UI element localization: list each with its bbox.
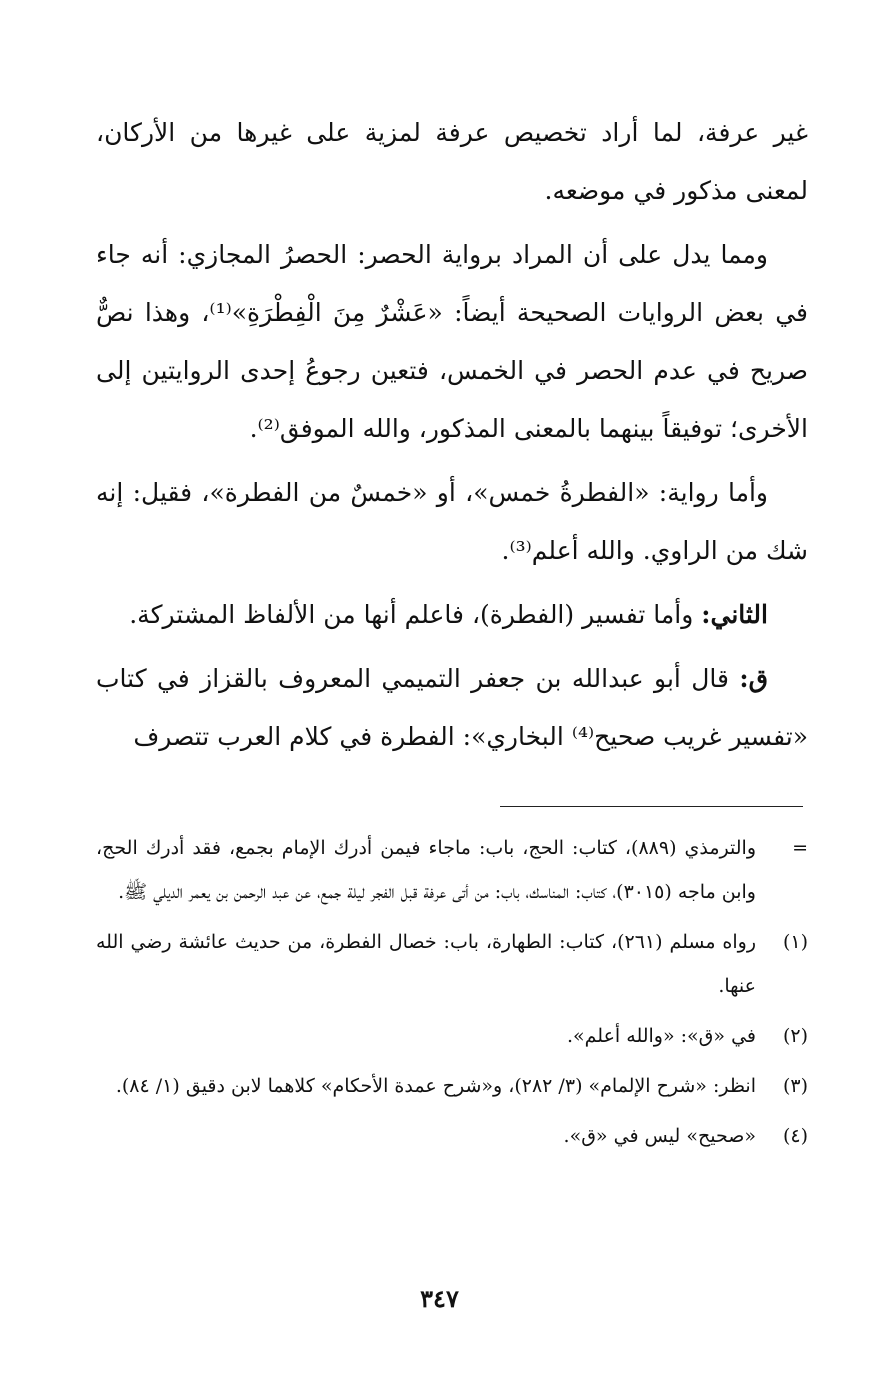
paragraph-1: غير عرفة، لما أراد تخصيص عرفة لمزية على غيرها من الأركان، لمعنى مذكور في موضعه. (96, 118, 808, 205)
section-qaf-paragraph (96, 650, 808, 766)
footnote-mark: (٢) (782, 1025, 808, 1047)
page-body (96, 104, 808, 772)
section-two-text: وأما تفسير (الفطرة)، فاعلم أنها من الألفاظ المشتركة. (129, 600, 694, 629)
paragraph-2: ومما يدل على أن المراد برواية الحصر: الحصرُ المجازي: أنه جاء في بعض الروايات الصحيحة أيضاً: «عَشْرٌ مِنَ الْفِطْرَةِ»⁽¹⁾، وهذا نصٌّ صريح في عدم الحصر في الخمس، فتعين رجوعُ إحدى الروايتين إلى الأخرى؛ توفيقاً بينهما بالمعنى المذكور، والله الموفق⁽²⁾. (96, 240, 808, 443)
footnotes (96, 826, 808, 1164)
section-qaf-label: ق: (739, 664, 768, 693)
footnote-divider (500, 806, 803, 807)
footnote-text: في «ق»: «والله أعلم». (567, 1025, 756, 1047)
page-number: ٣٤٧ (420, 1284, 459, 1313)
footnote-continued (96, 826, 808, 914)
footnote-text: انظر: «شرح الإلمام» (٣/ ٢٨٢)، و«شرح عمدة الأحكام» كلاهما لابن دقيق (١/ ٨٤). (115, 1075, 756, 1097)
footnote-mark: (٤) (782, 1125, 808, 1147)
main-text (96, 104, 808, 766)
footnote-text: رواه مسلم (٢٦١)، كتاب: الطهارة، باب: خصال الفطرة، من حديث عائشة رضي الله عنها. (96, 931, 756, 997)
section-two-label: الثاني: (701, 600, 768, 629)
footnote-1 (96, 920, 808, 1008)
footnote-mark: (٣) (782, 1075, 808, 1097)
footnote-3 (96, 1064, 808, 1108)
section-two-paragraph (96, 586, 808, 644)
footnote-mark: (١) (782, 931, 808, 953)
footnote-2 (96, 1014, 808, 1058)
footnote-text: «صحيح» ليس في «ق». (563, 1125, 756, 1147)
footnote-mark: = (792, 837, 808, 859)
footnote-text: والترمذي (٨٨٩)، كتاب: الحج، باب: ماجاء فيمن أدرك الإمام بجمع، فقد أدرك الحج، وابن ماجه (٣٠١٥)، كتاب: المناسك، باب: من أتى عرفة قبل الفجر ليلة جمع، عن عبد الرحمن بن يعمر الديلي ﷺ. (96, 837, 756, 903)
footnote-4 (96, 1114, 808, 1158)
paragraph-3: وأما رواية: «الفطرةُ خمس»، أو «خمسٌ من الفطرة»، فقيل: إنه شك من الراوي. والله أعلم⁽³⁾. (96, 478, 808, 565)
section-qaf-text: قال أبو عبدالله بن جعفر التميمي المعروف بالقزاز في كتاب «تفسير غريب صحيح⁽⁴⁾ البخاري»: الفطرة في كلام العرب تتصرف (96, 664, 808, 751)
